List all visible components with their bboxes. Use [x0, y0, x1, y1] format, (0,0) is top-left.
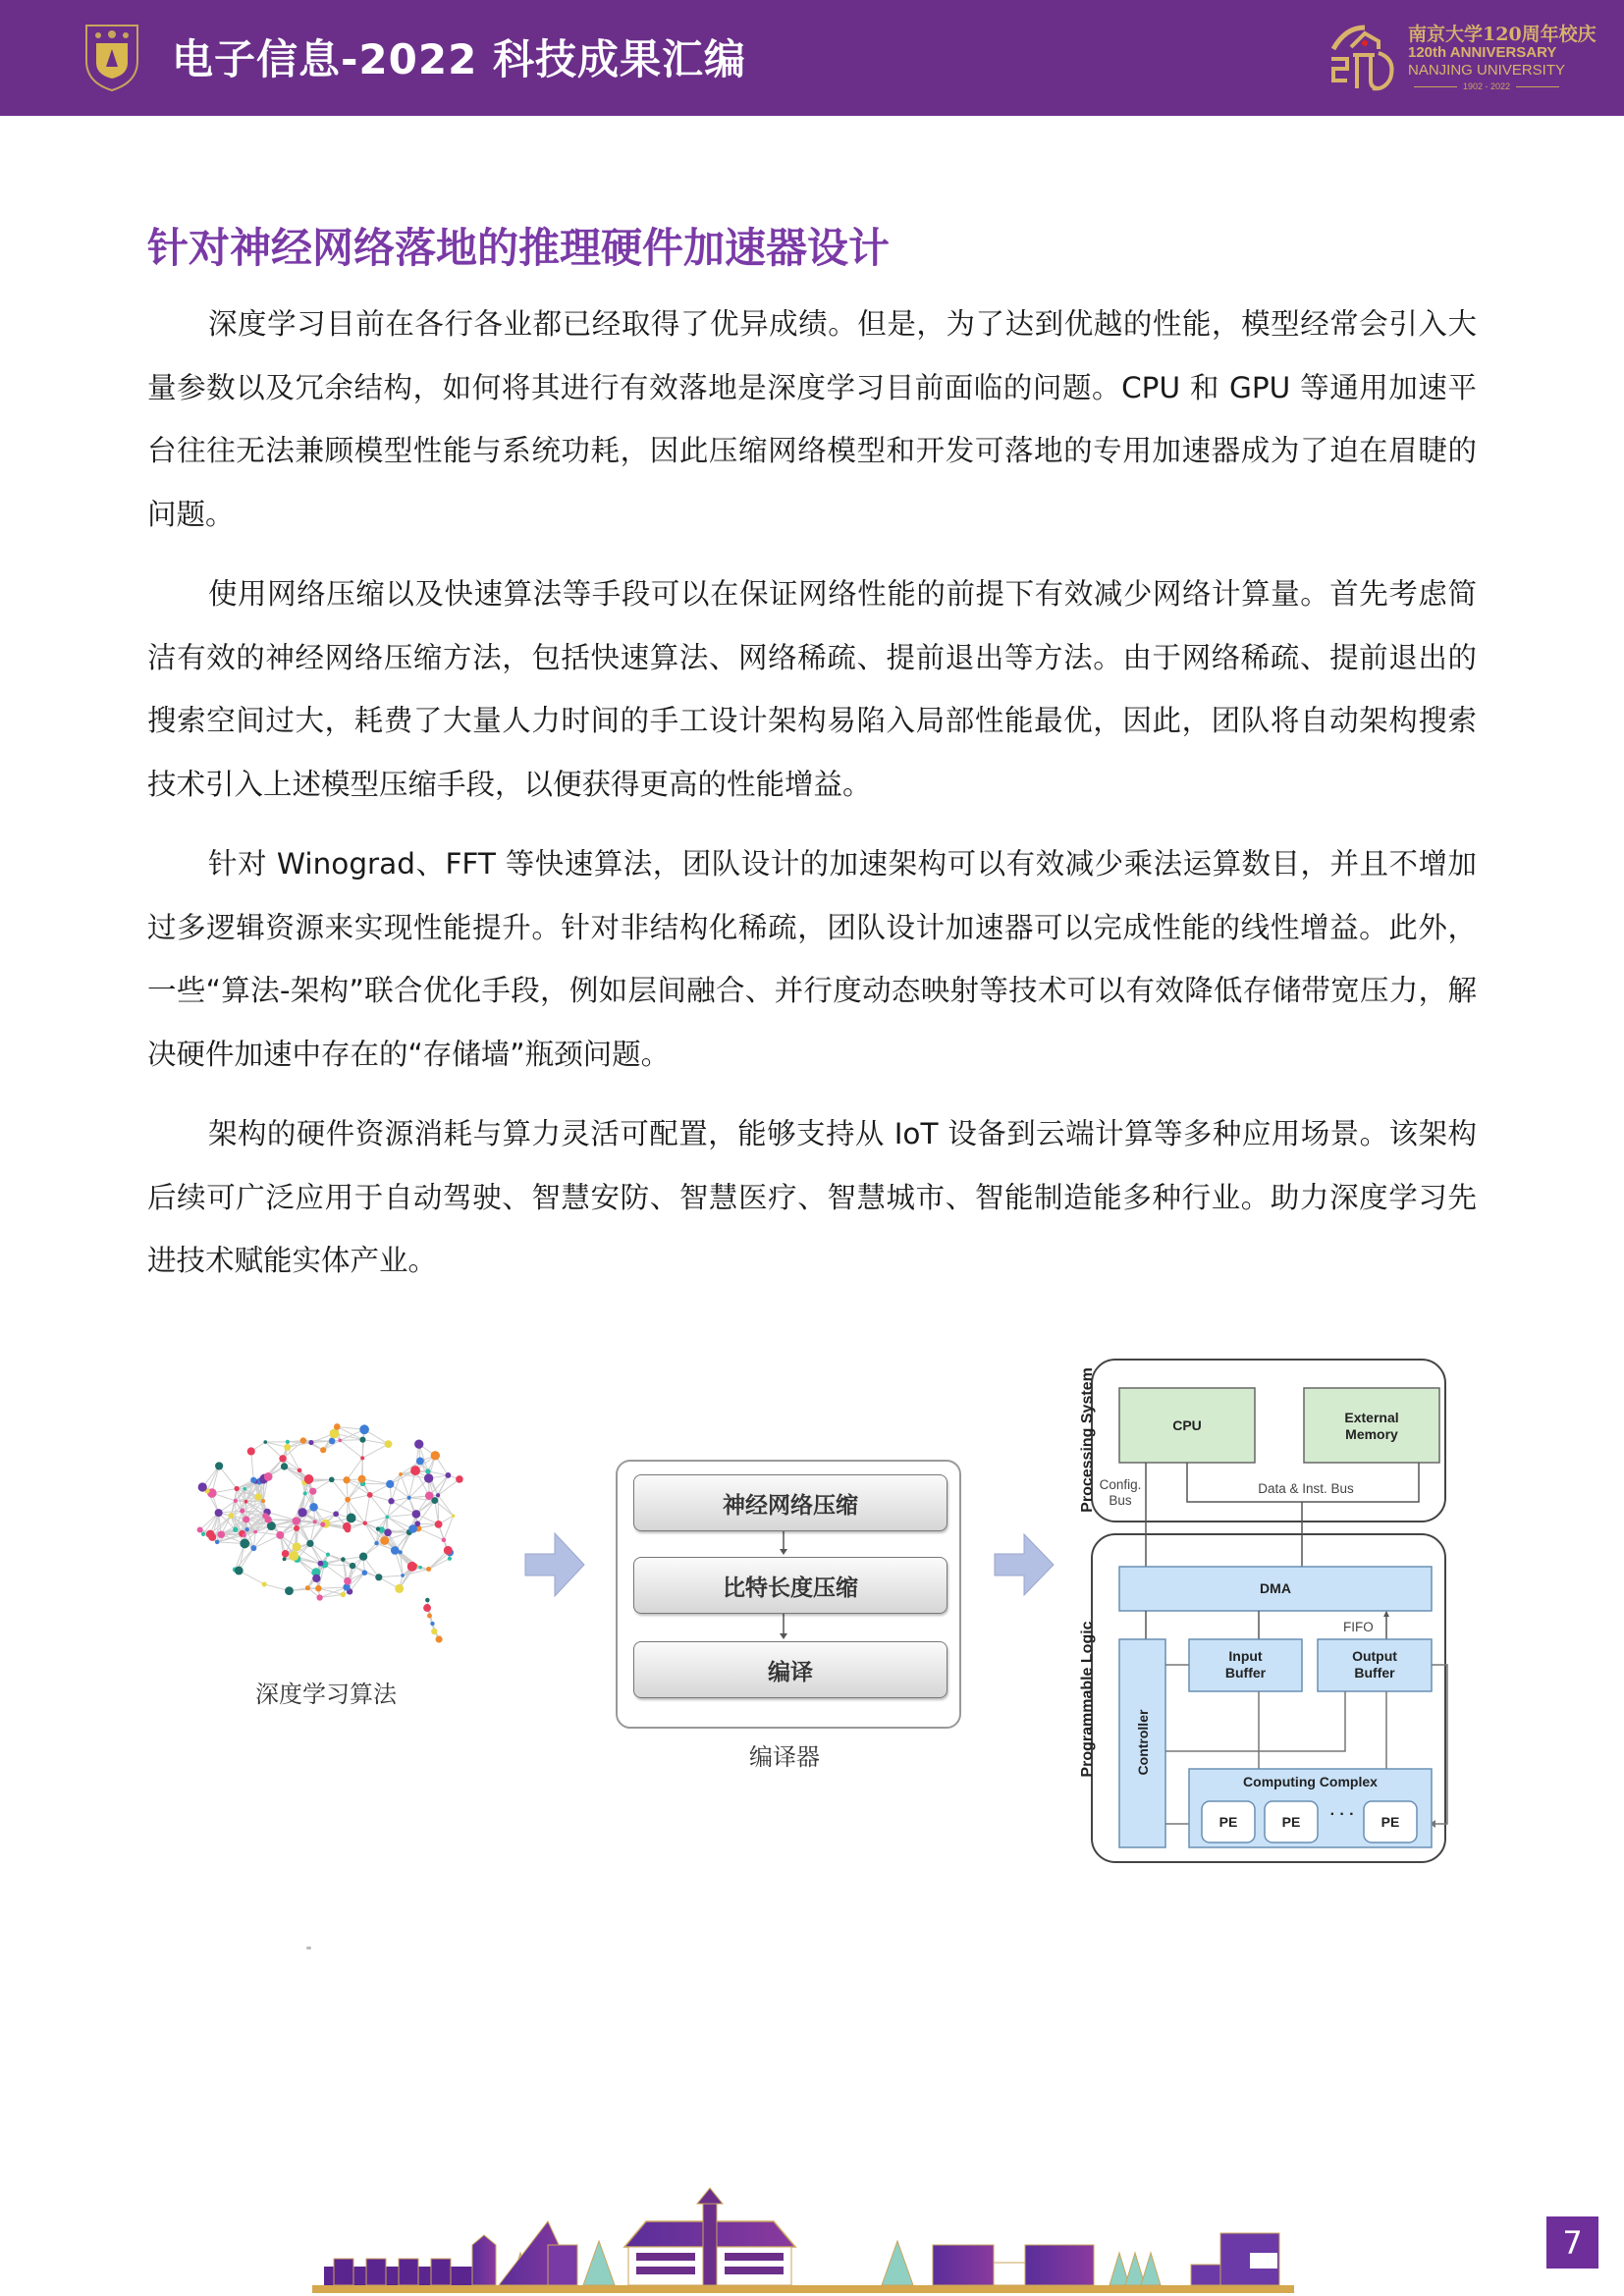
university-crest-icon: [82, 22, 141, 92]
brain-node: [363, 1521, 367, 1524]
brain-node: [436, 1635, 443, 1642]
brain-node: [286, 1440, 290, 1444]
brain-node: [285, 1586, 294, 1595]
system-figure: [187, 1345, 1483, 1875]
brain-node: [326, 1552, 330, 1556]
brain-node: [320, 1447, 326, 1453]
brain-node: [262, 1513, 268, 1519]
brain-node: [423, 1604, 431, 1612]
brain-edge: [365, 1495, 370, 1523]
brain-node: [308, 1440, 313, 1445]
article-title: 针对神经网络落地的推理硬件加速器设计: [147, 224, 891, 272]
brain-node: [282, 1550, 290, 1558]
brain-edge: [251, 1451, 253, 1479]
brain-network-icon: [197, 1423, 463, 1642]
brain-node: [343, 1522, 352, 1531]
brain-node: [341, 1557, 346, 1562]
brain-node: [320, 1522, 325, 1526]
brain-edge: [370, 1495, 388, 1517]
brain-node: [197, 1526, 203, 1532]
brain-node: [430, 1622, 434, 1626]
fifo-label: FIFO: [1343, 1620, 1374, 1634]
brain-node: [435, 1521, 443, 1528]
cpu-label: CPU: [1172, 1417, 1202, 1433]
brain-edge: [318, 1587, 347, 1588]
brain-node: [456, 1475, 463, 1483]
brain-node: [244, 1500, 248, 1504]
output-buffer-label: Output Buffer: [1352, 1648, 1397, 1681]
brain-node: [279, 1455, 287, 1463]
brain-node: [243, 1487, 246, 1491]
brain-edge: [340, 1440, 362, 1458]
compiler-step: 比特长度压缩: [633, 1557, 947, 1614]
controller-label: Controller: [1135, 1709, 1151, 1776]
brain-node: [293, 1517, 300, 1524]
brain-node: [360, 1456, 364, 1460]
brain-node: [234, 1499, 238, 1503]
brain-node: [254, 1493, 261, 1500]
brain-node: [234, 1486, 239, 1491]
pe-label: PE: [1281, 1814, 1301, 1830]
flow-arrow-icon: [995, 1534, 1054, 1595]
brain-node: [427, 1614, 432, 1619]
publication-title: 电子信息-2022 科技成果汇编: [172, 35, 746, 83]
brain-node: [312, 1575, 320, 1582]
brain-node: [330, 1428, 340, 1438]
brain-node: [424, 1473, 433, 1482]
brain-node: [315, 1585, 322, 1592]
brain-node: [333, 1511, 339, 1517]
brain-node: [431, 1451, 440, 1460]
brain-node: [289, 1551, 298, 1561]
brain-node: [391, 1546, 400, 1555]
brain-node: [243, 1517, 249, 1523]
brain-node: [385, 1440, 393, 1448]
brain-node: [358, 1475, 366, 1483]
campus-skyline-icon: [312, 2184, 1333, 2296]
brain-node: [334, 1423, 341, 1430]
brain-node: [228, 1513, 234, 1519]
brain-node: [436, 1493, 440, 1497]
brain-node: [240, 1509, 244, 1514]
brain-node: [425, 1492, 433, 1500]
paragraph: 架构的硬件资源消耗与算力灵活可配置，能够支持从 IoT 设备到云端计算等多种应用场景。该架构后续可广泛应用于自动驾驶、智慧安防、智慧医疗、智慧城市、智能制造能多种行业。助力深度学习先进技术赋能实体产业。: [147, 1117, 1477, 1277]
brain-node: [263, 1440, 267, 1444]
brain-node: [313, 1520, 317, 1523]
brain-node: [425, 1468, 430, 1473]
brain-node: [414, 1521, 420, 1526]
brain-edge: [288, 1443, 311, 1448]
brain-node: [305, 1585, 310, 1590]
brain-node: [367, 1492, 373, 1498]
brain-node: [385, 1516, 389, 1520]
brain-node: [384, 1528, 392, 1536]
flow-arrow-icon: [525, 1533, 584, 1596]
processing-system-label: Processing System: [1079, 1367, 1096, 1513]
brain-node: [410, 1466, 420, 1475]
brain-node: [347, 1514, 356, 1523]
article-body: [147, 293, 1477, 1293]
brain-node: [350, 1563, 356, 1570]
brain-node: [359, 1424, 369, 1434]
brain-node: [329, 1477, 335, 1483]
anniversary-logo: [1326, 16, 1600, 100]
brain-node: [425, 1598, 429, 1602]
anniversary-years-text: 1902 - 2022: [1463, 81, 1511, 91]
brain-node: [261, 1499, 265, 1503]
brain-node: [215, 1540, 220, 1545]
brain-node: [309, 1503, 318, 1512]
brain-node: [217, 1530, 225, 1538]
pe-label: PE: [1380, 1814, 1400, 1830]
brain-node: [215, 1509, 223, 1517]
brain-node: [276, 1531, 284, 1539]
brain-node: [235, 1567, 244, 1575]
brain-node: [233, 1527, 238, 1532]
anniversary-years: [1408, 81, 1565, 91]
anniversary-en2: NANJING UNIVERSITY: [1408, 62, 1566, 79]
brain-node: [215, 1462, 223, 1469]
brain-edge: [239, 1571, 264, 1584]
anniversary-en1: 120th ANNIVERSARY: [1408, 44, 1557, 61]
brain-node: [240, 1539, 249, 1549]
computing-complex-label: Computing Complex: [1243, 1774, 1378, 1789]
brain-node: [309, 1488, 316, 1495]
brain-node: [201, 1532, 205, 1536]
brain-node: [329, 1438, 336, 1445]
brain-node: [431, 1629, 437, 1634]
brain-edge: [365, 1517, 388, 1522]
anniversary-cn: 南京大学120周年校庆: [1408, 24, 1597, 45]
brain-edge: [438, 1495, 439, 1524]
brain-edge: [362, 1444, 388, 1458]
brain-edge: [429, 1559, 450, 1570]
brain-label: 深度学习算法: [255, 1681, 397, 1708]
brain-node: [407, 1496, 411, 1500]
brain-node: [300, 1437, 306, 1443]
brain-node: [414, 1440, 423, 1449]
paragraph: 针对 Winograd、FFT 等快速算法，团队设计的加速架构可以有效减少乘法运算数目，并且不增加过多逻辑资源来实现性能提升。针对非结构化稀疏，团队设计加速器可以完成性能的线性增益。此外，一些“算法-架构”联合优化手段，例如层间融合、并行度动态映射等技术可以有效降低存储带宽压力，解决硬件加速中存在的“存储墙”瓶颈问题。: [147, 847, 1477, 1071]
brain-node: [412, 1510, 421, 1519]
brain-node: [345, 1497, 351, 1503]
brain-node: [338, 1439, 342, 1443]
brain-node: [448, 1557, 452, 1561]
paragraph: 使用网络压缩以及快速算法等手段可以在保证网络性能的前提下有效减少网络计算量。首先考虑简洁有效的神经网络压缩方法，包括快速算法、网络稀疏、提前退出等方法。由于网络稀疏、提前退出的搜索空间过大，耗费了大量人力时间的手工设计架构易陷入局部性能最优，因此，团队将自动架构搜索技术引入上述模型压缩手段，以便获得更高的性能增益。: [147, 577, 1477, 801]
brain-node: [303, 1491, 307, 1495]
brain-node: [374, 1541, 378, 1545]
page-number: 7: [1546, 2216, 1598, 2269]
brain-node: [386, 1480, 394, 1488]
brain-node: [375, 1574, 382, 1580]
brain-node: [359, 1553, 367, 1561]
programmable-logic-label: Programmable Logic: [1079, 1621, 1096, 1778]
data-bus-label: Data & Inst. Bus: [1258, 1481, 1354, 1496]
brain-node: [298, 1468, 302, 1473]
brain-node: [343, 1583, 350, 1590]
brain-node: [281, 1463, 288, 1469]
brain-edge: [444, 1516, 454, 1540]
brain-node: [298, 1508, 306, 1517]
brain-node: [343, 1476, 350, 1483]
brain-edge: [379, 1575, 403, 1577]
brain-edge: [417, 1501, 435, 1524]
brain-node: [362, 1570, 368, 1575]
brain-edge: [418, 1528, 444, 1540]
brain-node: [376, 1526, 380, 1530]
brain-node: [294, 1525, 299, 1531]
brain-edge: [235, 1548, 253, 1570]
config-bus-label: Config. Bus: [1099, 1477, 1142, 1508]
dma-label: DMA: [1260, 1580, 1291, 1596]
brain-edge: [328, 1555, 343, 1560]
brain-node: [395, 1584, 404, 1593]
brain-node: [293, 1542, 301, 1551]
header-band: [0, 0, 1624, 116]
brain-node: [418, 1566, 422, 1570]
brain-node: [416, 1458, 424, 1466]
compiler-step: 编译: [633, 1641, 947, 1698]
brain-node: [380, 1536, 389, 1545]
brain-edge: [325, 1565, 353, 1567]
input-buffer-label: Input Buffer: [1224, 1648, 1267, 1681]
external-memory-label: External Memory: [1344, 1410, 1399, 1442]
brain-node: [284, 1444, 291, 1451]
brain-node: [401, 1574, 405, 1577]
brain-edge: [340, 1440, 362, 1441]
brain-node: [317, 1594, 323, 1600]
brain-node: [198, 1482, 207, 1491]
pe-ellipsis: · · ·: [1329, 1806, 1355, 1823]
paragraph: 深度学习目前在各行各业都已经取得了优异成绩。但是，为了达到优越的性能，模型经常会引入大量参数以及冗余结构，如何将其进行有效落地是深度学习目前面临的问题。CPU 和 GPU 等通用加速平台往往无法兼顾模型性能与系统功耗，因此压缩网络模型和开发可落地的专用加速器成为了迫在眉睫的问题。: [147, 307, 1477, 531]
brain-node: [388, 1498, 394, 1504]
brain-edge: [288, 1447, 299, 1470]
brain-node: [344, 1577, 352, 1585]
brain-node: [304, 1474, 314, 1484]
brain-node: [208, 1533, 216, 1541]
brain-node: [244, 1527, 248, 1531]
brain-node: [306, 1540, 313, 1547]
brain-node: [317, 1561, 323, 1567]
brain-node: [399, 1472, 403, 1476]
brain-edge: [370, 1495, 392, 1501]
image-speck: [306, 1947, 311, 1949]
compiler-label: 编译器: [749, 1743, 820, 1771]
brain-node: [262, 1581, 267, 1586]
brain-node: [283, 1557, 287, 1561]
brain-node: [442, 1538, 447, 1543]
brain-node: [359, 1437, 365, 1443]
brain-node: [452, 1514, 456, 1518]
brain-node: [341, 1592, 347, 1598]
brain-node: [264, 1472, 273, 1481]
compiler-step: 神经网络压缩: [633, 1474, 947, 1531]
pe-label: PE: [1218, 1814, 1238, 1830]
brain-node: [250, 1477, 256, 1483]
brain-node: [445, 1472, 451, 1478]
brain-node: [247, 1447, 255, 1455]
brain-node: [407, 1562, 417, 1572]
brain-node: [243, 1533, 246, 1537]
brain-node: [426, 1567, 431, 1572]
brain-edge: [219, 1466, 237, 1488]
brain-edge: [387, 1514, 416, 1517]
anniversary-emblem-icon: [1326, 20, 1402, 96]
brain-edge: [253, 1535, 280, 1548]
brain-node: [253, 1530, 257, 1534]
brain-node: [250, 1545, 256, 1551]
brain-node: [444, 1546, 453, 1555]
